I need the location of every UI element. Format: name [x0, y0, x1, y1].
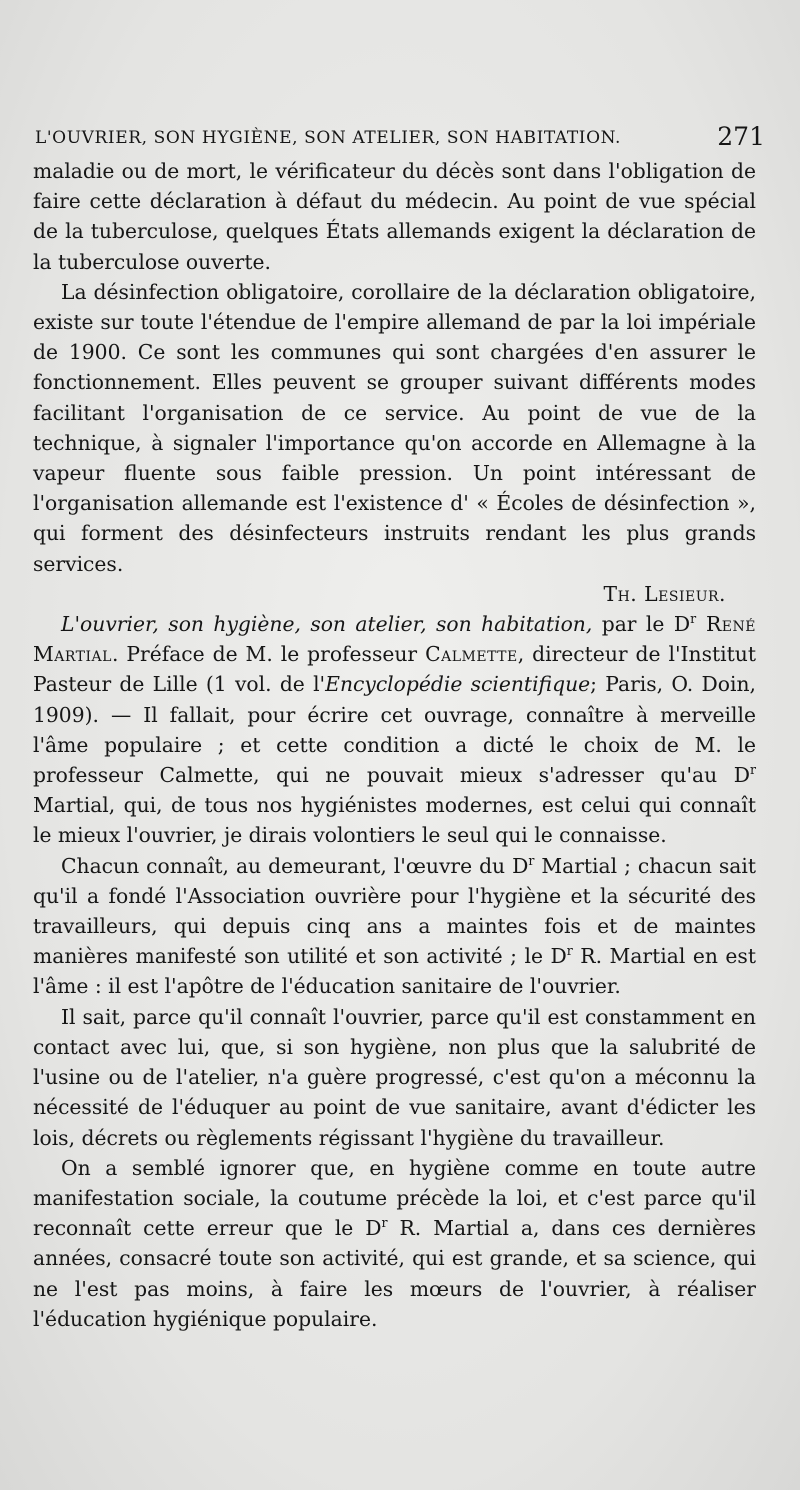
review-text-a: . Préface de M. le professeur: [111, 642, 426, 667]
p4-text-b: Martial ; chacun sait qu'il a fondé l'Association ouvrière pour l'hygiène et la sécurité des travailleurs, qui depuis cinq ans a maintes fois et de maintes manières manifesté son utilité et son activité ; le D: [33, 853, 756, 969]
review-paragraph: [33, 609, 756, 851]
paragraph-1: maladie ou de mort, le vérificateur du décès sont dans l'obligation de faire cette déclaration à défaut du médecin. Au point de vue spécial de la tuberculose, quelques États allemands exigent la déclaration de la tuberculose ouverte.: [33, 159, 756, 274]
dr-superscript: r: [528, 852, 535, 868]
calmette-name: Calmette: [425, 642, 518, 667]
p6-text-b: R. Martial a, dans ces dernières années, consacré toute son activité, qui est grande, et sa science, qui ne l'est pas moins, à faire les mœurs de l'ouvrier, à réaliser l'éducation hygiénique populaire.: [33, 1216, 757, 1331]
p4-text-c: R. Martial en est l'âme : il est l'apôtre de l'éducation sanitaire de l'ouvrier.: [33, 944, 756, 999]
paragraph-5: Il sait, parce qu'il connaît l'ouvrier, parce qu'il est constamment en contact avec lui, que, si son hygiène, non plus que la salubrité de l'usine ou de l'atelier, n'a guère progressé, c'est qu'on a méconnu la nécessité de l'éduquer au point de vue sanitaire, avant d'édicter les lois, décrets ou règlements régissant l'hygiène du travailleur.: [33, 1004, 756, 1150]
body-text: [33, 156, 756, 1334]
author-name: René Martial: [33, 612, 756, 667]
p6-text-a: On a semblé ignorer que, en hygiène comme en toute autre manifestation sociale, la coutume précède la loi, et c'est parce qu'il reconnaît cette erreur que le D: [33, 1155, 756, 1241]
review-text-d: Martial, qui, de tous nos hygiénistes modernes, est celui qui connaît le mieux l'ouvrier, je dirais volontiers le seul qui le connaisse.: [33, 793, 756, 848]
p4-text-a: Chacun connaît, au demeurant, l'œuvre du D: [61, 853, 529, 878]
dr-superscript: r: [690, 611, 697, 627]
review-text-b: , directeur de l'Institut Pasteur de Lille (1 vol. de l': [33, 642, 757, 697]
running-title: L'OUVRIER, SON HYGIÈNE, SON ATELIER, SON HABITATION.: [35, 128, 622, 148]
dr-superscript: r: [749, 762, 756, 778]
page-number: 271: [717, 122, 765, 151]
paragraph-4: [33, 851, 756, 1002]
page-header: [35, 118, 765, 154]
paragraph-2: La désinfection obligatoire, corollaire de la déclaration obligatoire, existe sur toute l'étendue de l'empire allemand de par la loi impériale de 1900. Ce sont les communes qui sont chargées d'en assurer le fonctionnement. Elles peuvent se grouper suivant différents modes facilitant l'organisation de ce service. Au point de vue de la technique, à signaler l'importance qu'on accorde en Allemagne à la vapeur fluente sous faible pression. Un point intéressant de l'organisation allemande est l'existence d' « Écoles de désinfection », qui forment des désinfecteurs instruits rendant les plus grands services.: [33, 279, 756, 576]
book-title: L'ouvrier, son hygiène, son atelier, son habitation,: [61, 612, 593, 637]
dr-superscript: r: [566, 943, 573, 959]
by-text: par le D: [592, 612, 691, 637]
review-text-c: ; Paris, O. Doin, 1909). — Il fallait, pour écrire cet ouvrage, connaître à merveille l'âme populaire ; et cette condition a dicté le choix de M. le professeur Calmette, qui ne pouvait mieux s'adresser qu'au D: [33, 672, 756, 788]
paragraph-6: [33, 1153, 756, 1334]
signature: Th. Lesieur.: [603, 581, 726, 606]
encyclopedie-title: Encyclopédie scientifique: [325, 672, 591, 697]
dr-superscript: r: [381, 1215, 388, 1231]
